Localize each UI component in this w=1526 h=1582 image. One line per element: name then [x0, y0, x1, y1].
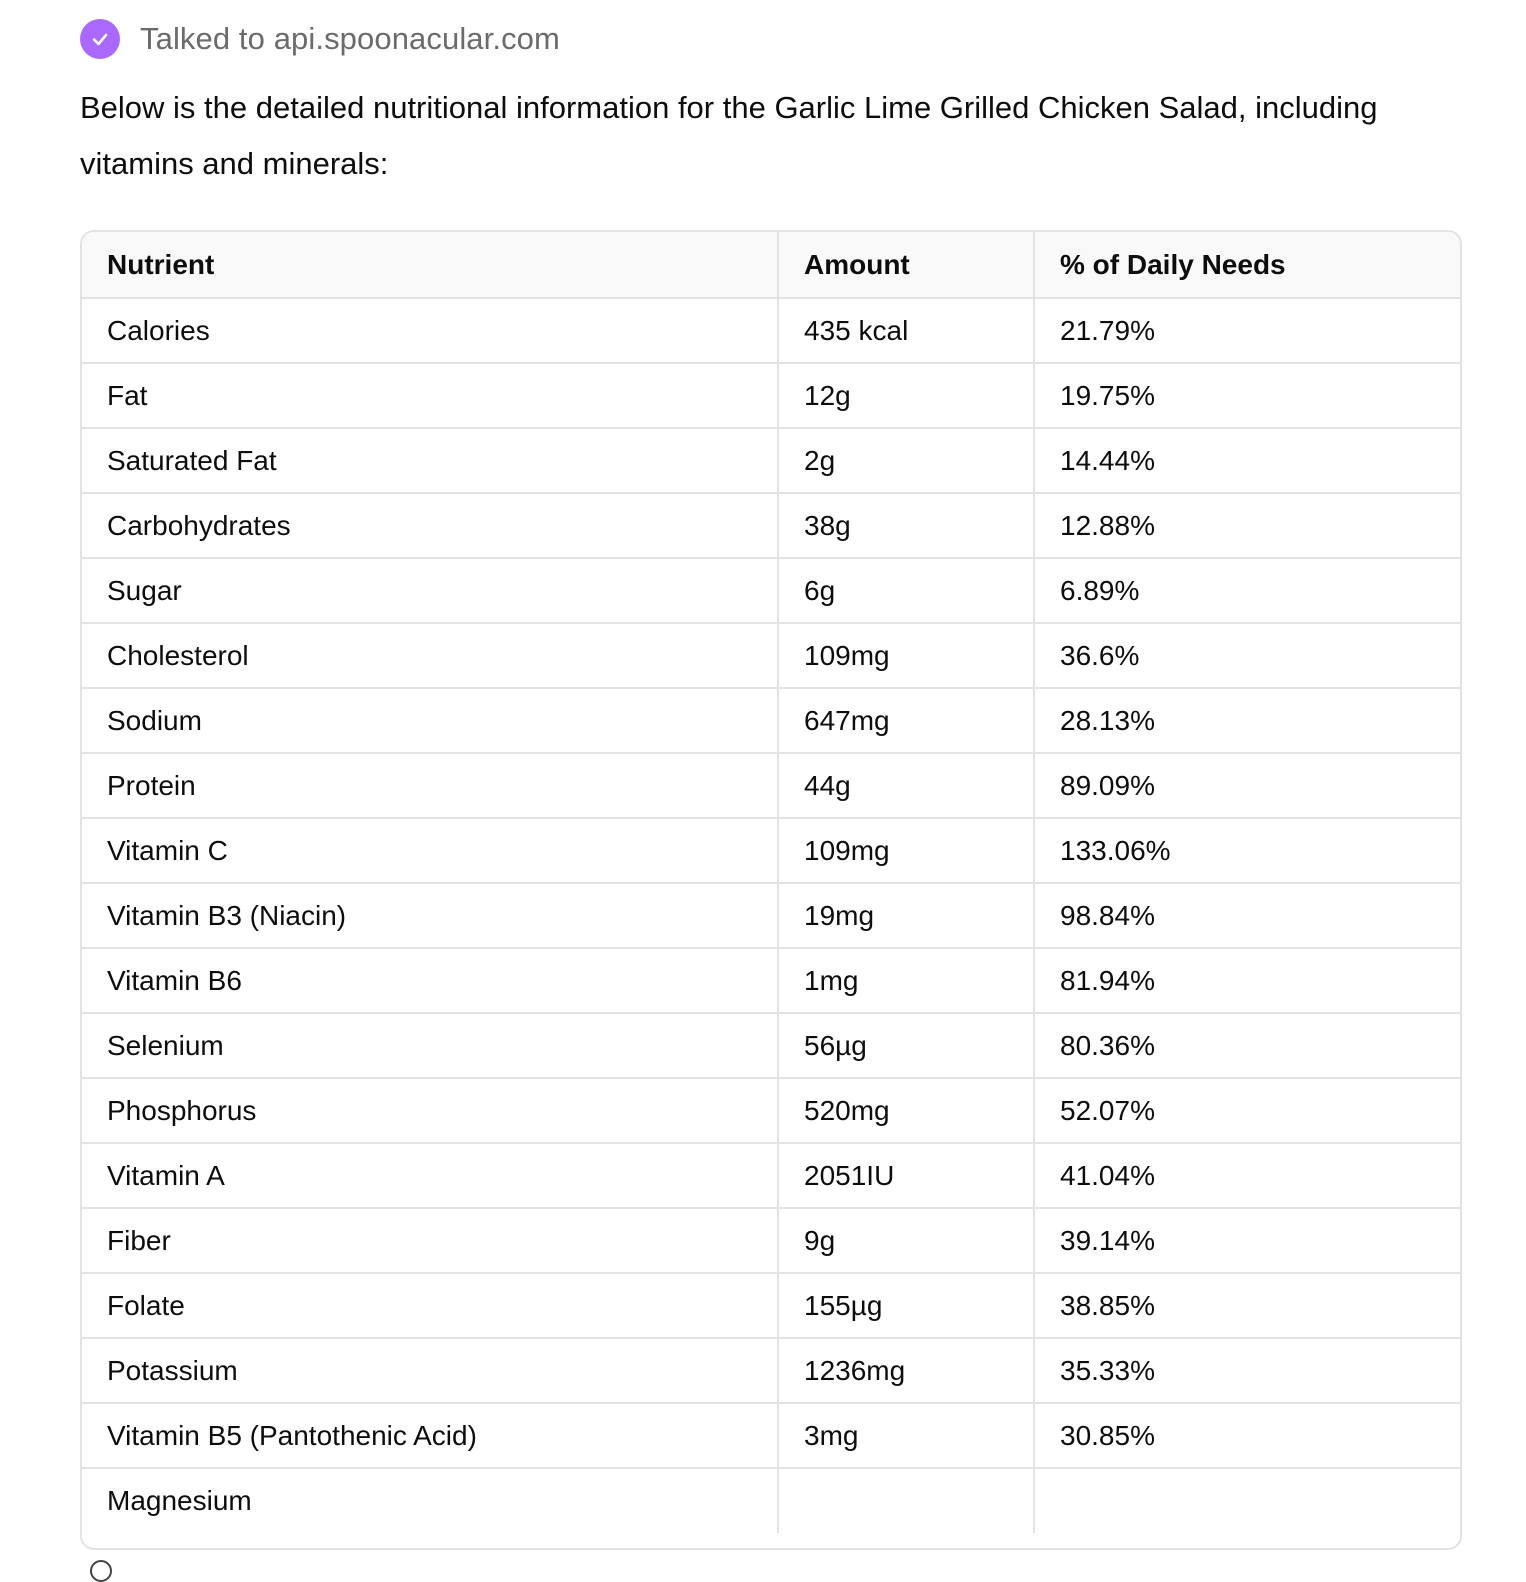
amount-cell: 1mg	[778, 948, 1034, 1013]
table-row	[82, 1403, 1460, 1468]
daily-needs-cell: 35.33%	[1034, 1338, 1460, 1403]
table-row	[82, 493, 1460, 558]
amount-cell: 109mg	[778, 818, 1034, 883]
table-row	[82, 818, 1460, 883]
daily-needs-cell: 89.09%	[1034, 753, 1460, 818]
table-row	[82, 1013, 1460, 1078]
daily-needs-cell: 98.84%	[1034, 883, 1460, 948]
amount-cell: 155µg	[778, 1273, 1034, 1338]
amount-cell: 520mg	[778, 1078, 1034, 1143]
amount-cell	[778, 1468, 1034, 1533]
nutrient-cell: Saturated Fat	[82, 428, 778, 493]
amount-cell: 435 kcal	[778, 298, 1034, 363]
table-row	[82, 948, 1460, 1013]
nutrient-cell: Calories	[82, 298, 778, 363]
daily-needs-cell	[1034, 1468, 1460, 1533]
nutrient-cell: Magnesium	[82, 1468, 778, 1533]
nutrient-cell: Protein	[82, 753, 778, 818]
table-row	[82, 1078, 1460, 1143]
nutrient-cell: Cholesterol	[82, 623, 778, 688]
amount-cell: 6g	[778, 558, 1034, 623]
nutrient-cell: Vitamin C	[82, 818, 778, 883]
table-row	[82, 883, 1460, 948]
nutrient-cell: Potassium	[82, 1338, 778, 1403]
amount-cell: 9g	[778, 1208, 1034, 1273]
amount-cell: 3mg	[778, 1403, 1034, 1468]
table-row	[82, 363, 1460, 428]
table-row	[82, 753, 1460, 818]
table-row	[82, 428, 1460, 493]
nutrient-cell: Vitamin A	[82, 1143, 778, 1208]
table-row	[82, 1468, 1460, 1533]
daily-needs-cell: 6.89%	[1034, 558, 1460, 623]
nutrient-cell: Fat	[82, 363, 778, 428]
partial-icon	[90, 1560, 112, 1582]
nutrient-cell: Phosphorus	[82, 1078, 778, 1143]
column-header-amount: Amount	[778, 232, 1034, 298]
check-circle-icon	[80, 19, 120, 59]
tool-status-text: Talked to api.spoonacular.com	[140, 21, 560, 56]
daily-needs-cell: 41.04%	[1034, 1143, 1460, 1208]
table-row	[82, 1338, 1460, 1403]
nutrient-cell: Folate	[82, 1273, 778, 1338]
amount-cell: 2g	[778, 428, 1034, 493]
nutrient-cell: Vitamin B5 (Pantothenic Acid)	[82, 1403, 778, 1468]
nutrient-cell: Carbohydrates	[82, 493, 778, 558]
daily-needs-cell: 133.06%	[1034, 818, 1460, 883]
amount-cell: 19mg	[778, 883, 1034, 948]
daily-needs-cell: 38.85%	[1034, 1273, 1460, 1338]
intro-text: Below is the detailed nutritional information for the Garlic Lime Grilled Chicken Salad, including vitamins and minerals:	[80, 90, 1378, 181]
table-row	[82, 1273, 1460, 1338]
daily-needs-cell: 36.6%	[1034, 623, 1460, 688]
table-row	[82, 298, 1460, 363]
daily-needs-cell: 19.75%	[1034, 363, 1460, 428]
table-row	[82, 558, 1460, 623]
daily-needs-cell: 14.44%	[1034, 428, 1460, 493]
nutrient-cell: Fiber	[82, 1208, 778, 1273]
nutrient-cell: Vitamin B3 (Niacin)	[82, 883, 778, 948]
amount-cell: 56µg	[778, 1013, 1034, 1078]
daily-needs-cell: 80.36%	[1034, 1013, 1460, 1078]
daily-needs-cell: 81.94%	[1034, 948, 1460, 1013]
daily-needs-cell: 52.07%	[1034, 1078, 1460, 1143]
column-header-nutrient: Nutrient	[82, 232, 778, 298]
column-header-daily-needs: % of Daily Needs	[1034, 232, 1460, 298]
nutrition-table	[80, 230, 1462, 1550]
nutrient-cell: Sugar	[82, 558, 778, 623]
amount-cell: 647mg	[778, 688, 1034, 753]
daily-needs-cell: 39.14%	[1034, 1208, 1460, 1273]
table-row	[82, 1143, 1460, 1208]
daily-needs-cell: 28.13%	[1034, 688, 1460, 753]
nutrient-cell: Vitamin B6	[82, 948, 778, 1013]
amount-cell: 12g	[778, 363, 1034, 428]
amount-cell: 44g	[778, 753, 1034, 818]
amount-cell: 38g	[778, 493, 1034, 558]
table-row	[82, 1208, 1460, 1273]
amount-cell: 109mg	[778, 623, 1034, 688]
table-row	[82, 623, 1460, 688]
daily-needs-cell: 12.88%	[1034, 493, 1460, 558]
tool-status[interactable]	[80, 18, 560, 60]
amount-cell: 1236mg	[778, 1338, 1034, 1403]
daily-needs-cell: 30.85%	[1034, 1403, 1460, 1468]
table-row	[82, 688, 1460, 753]
daily-needs-cell: 21.79%	[1034, 298, 1460, 363]
nutrient-cell: Sodium	[82, 688, 778, 753]
amount-cell: 2051IU	[778, 1143, 1034, 1208]
nutrient-cell: Selenium	[82, 1013, 778, 1078]
table-header-row	[82, 232, 1460, 298]
